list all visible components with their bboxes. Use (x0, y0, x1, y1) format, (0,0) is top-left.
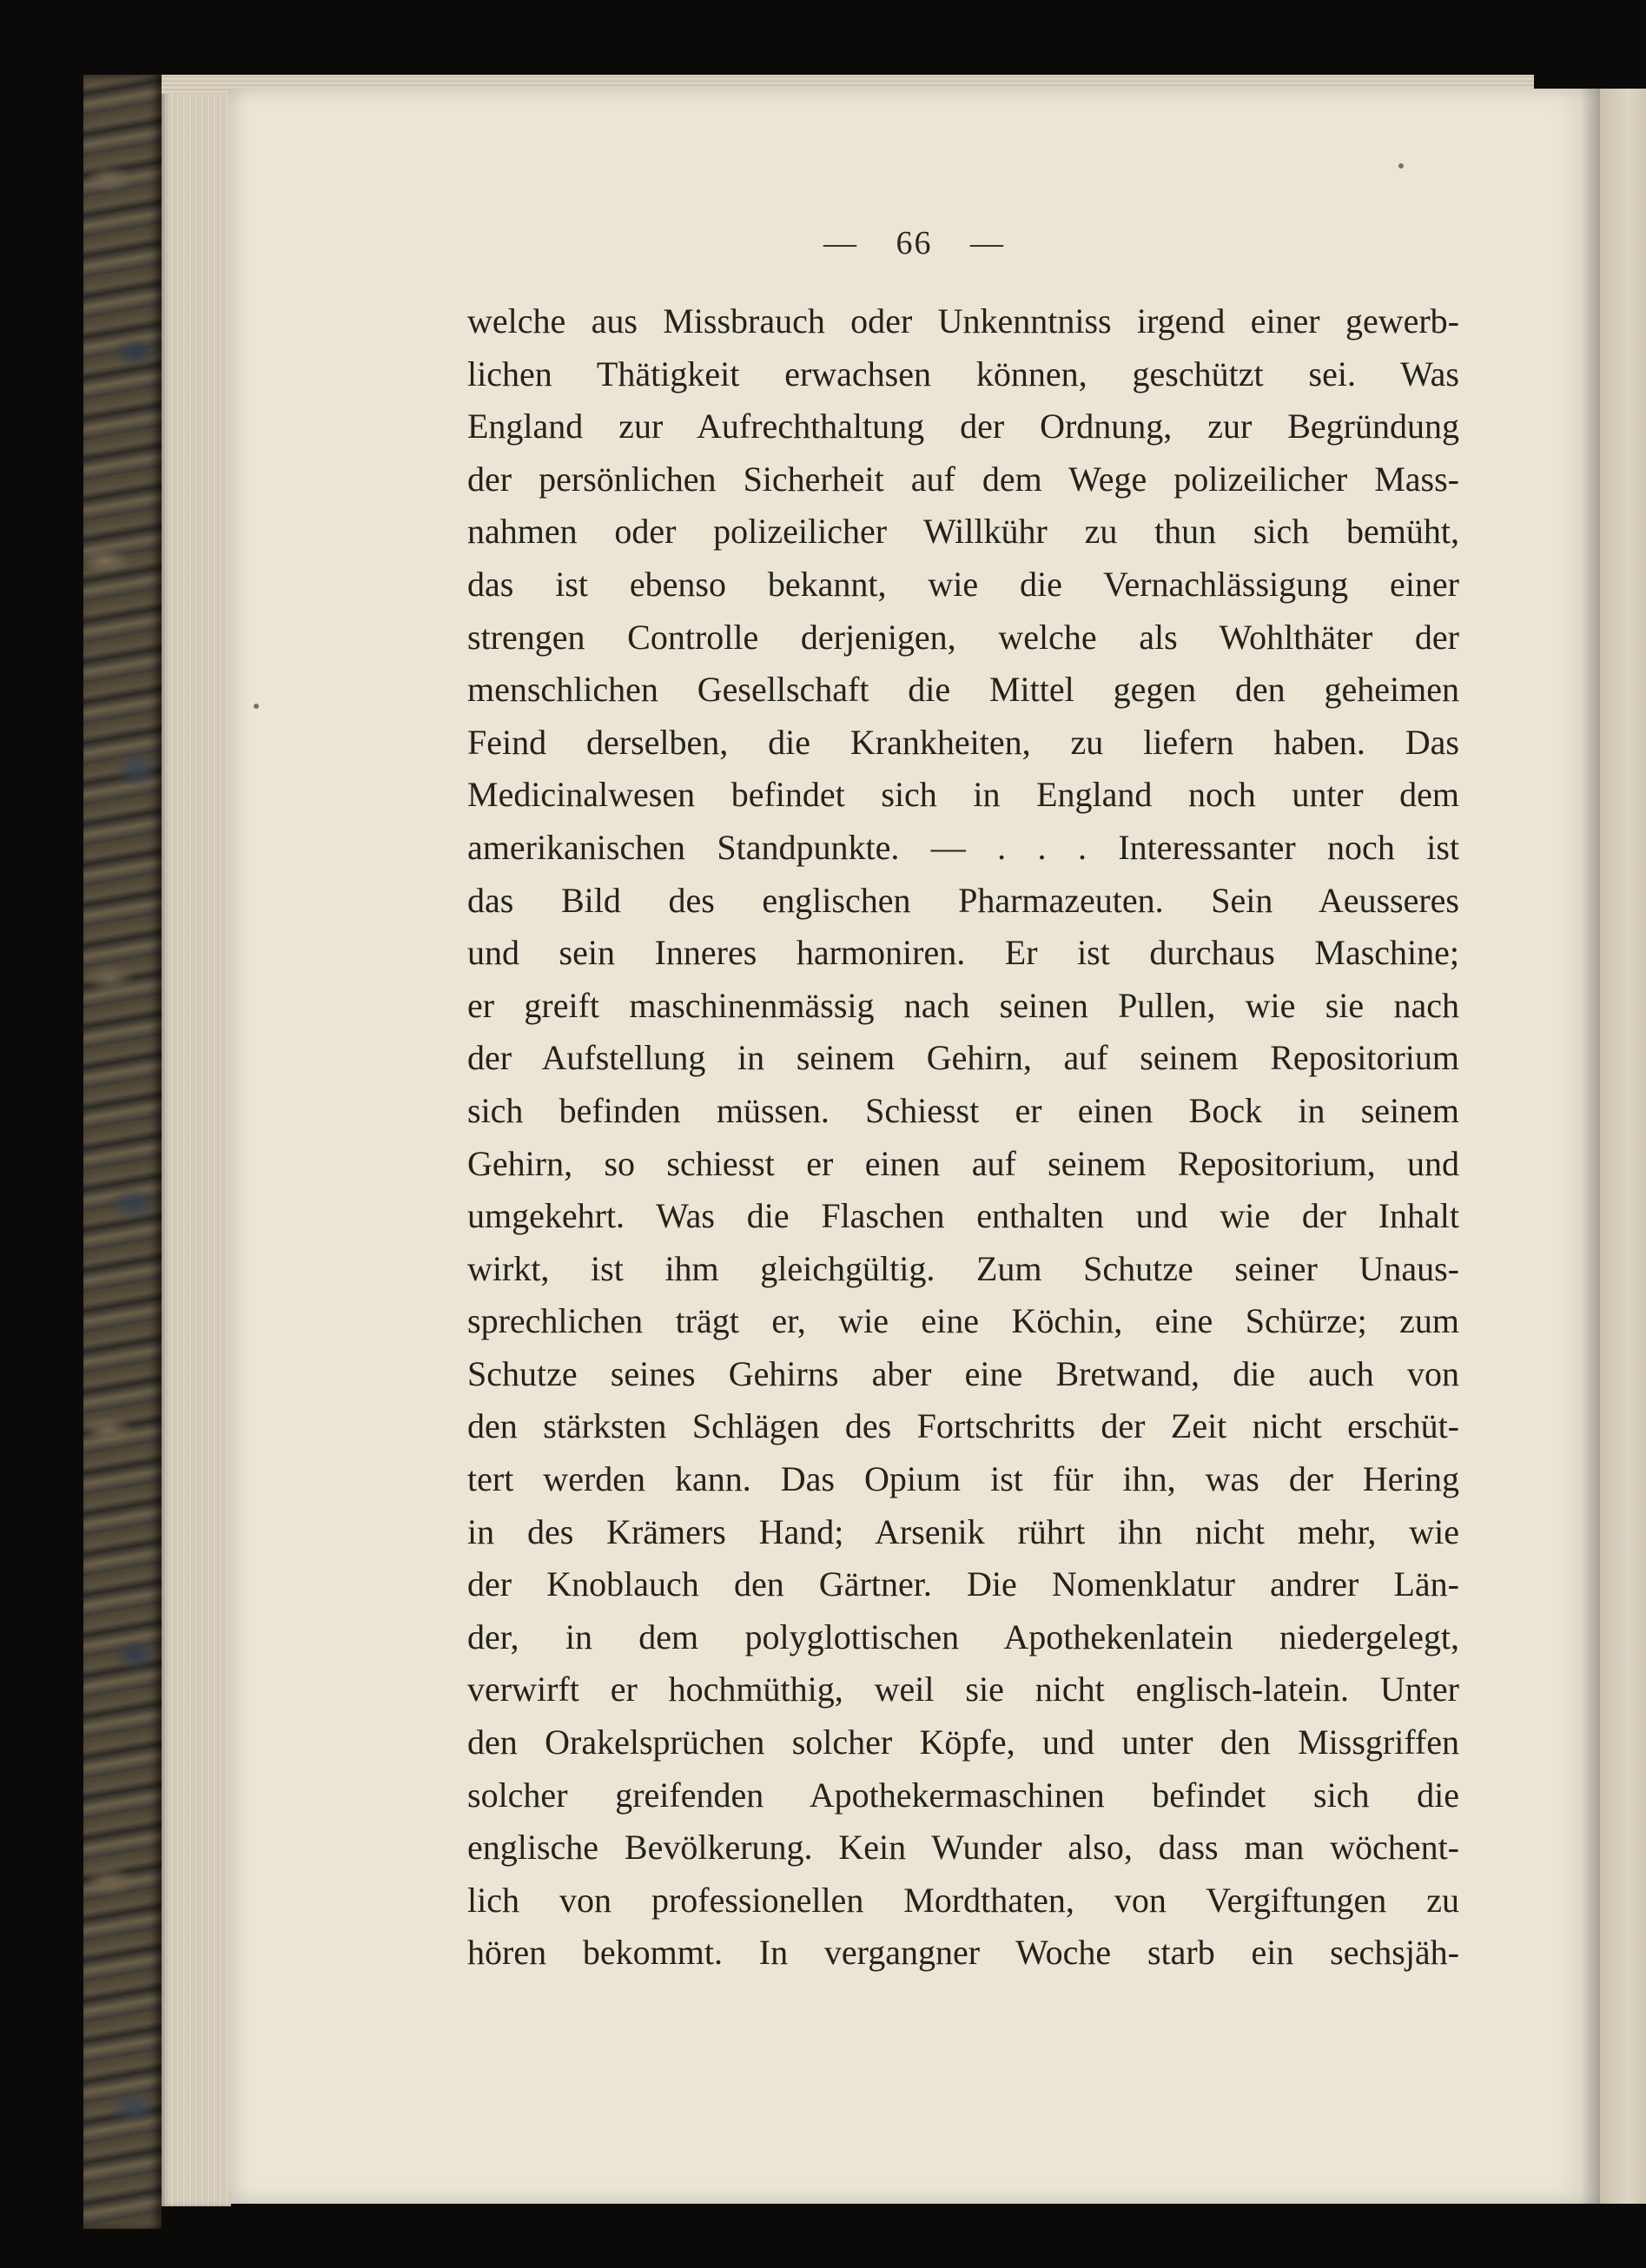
text-line: amerikanischen Standpunkte. — . . . Interessanter noch ist (467, 827, 1459, 867)
page-edges (162, 87, 231, 2206)
text-line: den Orakelsprüchen solcher Köpfe, und unter den Missgriffen (467, 1722, 1459, 1762)
text-line: strengen Controlle derjenigen, welche als Wohlthäter der (467, 617, 1459, 657)
text-line: lichen Thätigkeit erwachsen können, geschützt sei. Was (467, 354, 1459, 393)
text-line: Feind derselben, die Krankheiten, zu liefern haben. Das (467, 722, 1459, 762)
text-line: der Aufstellung in seinem Gehirn, auf seinem Repositorium (467, 1038, 1459, 1078)
text-line: er greift maschinenmässig nach seinen Pullen, wie sie nach (467, 985, 1459, 1025)
header-dash-left: — (823, 225, 858, 261)
marbled-cover-board (83, 75, 162, 2229)
text-line: Gehirn, so schiesst er einen auf seinem Repositorium, und (467, 1143, 1459, 1183)
text-line: Schutze seines Gehirns aber eine Bretwand, die auch von (467, 1353, 1459, 1393)
text-line: verwirft er hochmüthig, weil sie nicht englisch-latein. Unter (467, 1670, 1459, 1709)
text-line: das Bild des englischen Pharmazeuten. Sein Aeusseres (467, 880, 1459, 920)
text-line: welche aus Missbrauch oder Unkenntniss irgend einer gewerb- (467, 301, 1459, 341)
text-line: in des Krämers Hand; Arsenik rührt ihn nicht mehr, wie (467, 1511, 1459, 1551)
page-number: 66 (896, 225, 933, 261)
text-line: der, in dem polyglottischen Apothekenlatein niedergelegt, (467, 1617, 1459, 1656)
text-line: der Knoblauch den Gärtner. Die Nomenklatur andrer Län- (467, 1564, 1459, 1604)
body-text (467, 295, 1459, 1980)
text-line: wirkt, ist ihm gleichgültig. Zum Schutze seiner Unaus- (467, 1248, 1459, 1288)
text-line: solcher greifenden Apothekermaschinen befindet sich die (467, 1775, 1459, 1815)
text-line: den stärksten Schlägen des Fortschritts der Zeit nicht erschüt- (467, 1406, 1459, 1446)
text-line: umgekehrt. Was die Flaschen enthalten und wie der Inhalt (467, 1196, 1459, 1236)
text-line: England zur Aufrechthaltung der Ordnung, zur Begründung (467, 407, 1459, 446)
text-line: menschlichen Gesellschaft die Mittel gegen den geheimen (467, 670, 1459, 710)
text-line: Medicinalwesen befindet sich in England noch unter dem (467, 775, 1459, 815)
paper-speck (254, 704, 259, 709)
text-line: der persönlichen Sicherheit auf dem Wege polizeilicher Mass- (467, 459, 1459, 499)
text-line: das ist ebenso bekannt, wie die Vernachlässigung einer (467, 564, 1459, 604)
facing-page-edge (1600, 89, 1646, 2204)
text-line: hören bekommt. In vergangner Woche starb ein sechsjäh- (467, 1933, 1459, 1973)
text-line: und sein Inneres harmoniren. Er ist durchaus Maschine; (467, 933, 1459, 973)
text-line: nahmen oder polizeilicher Willkühr zu thun sich bemüht, (467, 512, 1459, 552)
text-line: tert werden kann. Das Opium ist für ihn, was der Hering (467, 1459, 1459, 1499)
text-line: sich befinden müssen. Schiesst er einen Bock in seinem (467, 1090, 1459, 1130)
gutter-shadow (1581, 89, 1602, 2204)
page-header (0, 224, 1646, 262)
text-line: sprechlichen trägt er, wie eine Köchin, eine Schürze; zum (467, 1301, 1459, 1341)
text-line: englische Bevölkerung. Kein Wunder also, dass man wöchent- (467, 1828, 1459, 1868)
text-line: lich von professionellen Mordthaten, von Vergiftungen zu (467, 1880, 1459, 1920)
header-dash-right: — (970, 225, 1005, 261)
paper-speck (1398, 163, 1404, 169)
